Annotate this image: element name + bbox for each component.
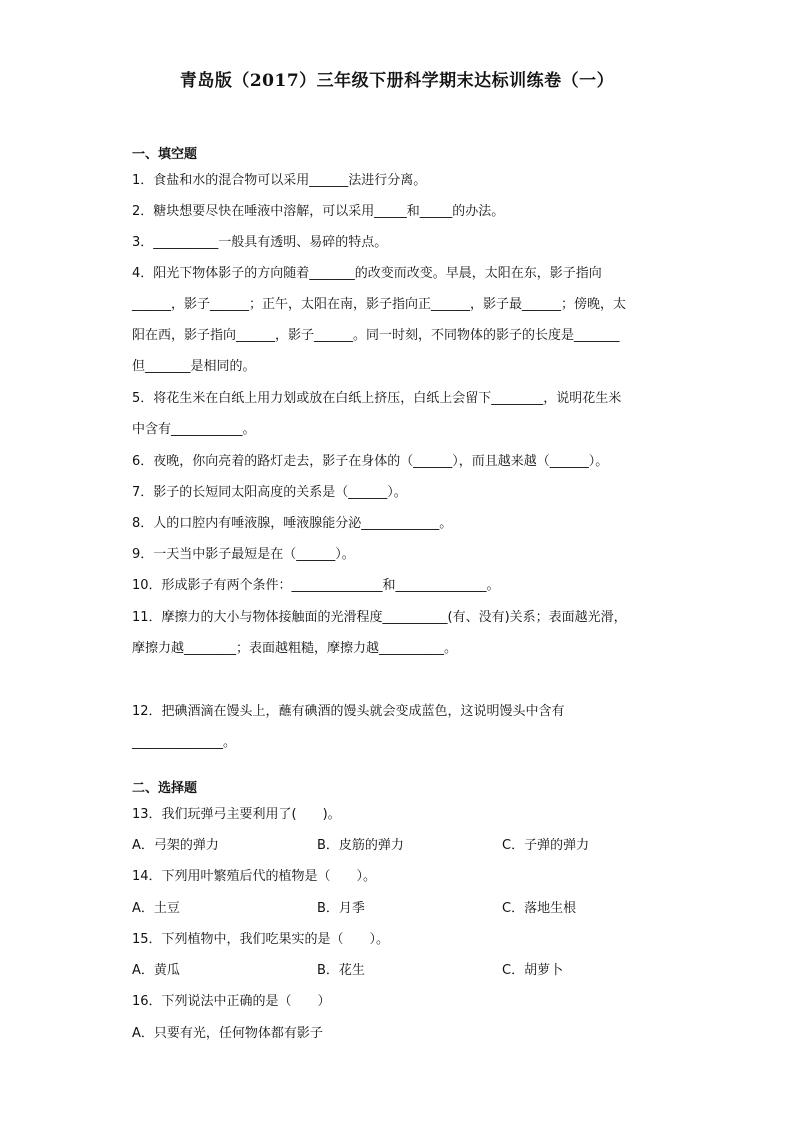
question-4-line-1: 4．阳光下物体影子的方向随着_______的改变而改变。早晨，太阳在东，影子指向 xyxy=(132,266,602,281)
question-11-line-2: 摩擦力越________；表面越粗糙，摩擦力越__________。 xyxy=(132,641,458,656)
question-15: 15．下列植物中，我们吃果实的是（ ）。 xyxy=(132,932,390,947)
question-14-option-c: C．落地生根 xyxy=(502,901,577,916)
question-4-line-4: 但_______是相同的。 xyxy=(132,359,256,374)
question-14-option-a: A．土豆 xyxy=(132,901,180,916)
question-13-option-a: A．弓架的弹力 xyxy=(132,838,219,853)
question-13: 13．我们玩弹弓主要利用了( )。 xyxy=(132,807,341,822)
question-9: 9．一天当中影子最短是在（______）。 xyxy=(132,547,355,562)
question-8: 8．人的口腔内有唾液腺，唾液腺能分泌____________。 xyxy=(132,516,453,531)
question-12-line-2: ______________。 xyxy=(132,735,237,750)
question-15-option-c: C．胡萝卜 xyxy=(502,963,564,978)
question-5-line-2: 中含有___________。 xyxy=(132,422,256,437)
question-1: 1．食盐和水的混合物可以采用______法进行分离。 xyxy=(132,173,427,188)
question-7: 7．影子的长短同太阳高度的关系是（______）。 xyxy=(132,485,407,500)
question-4-line-3: 阳在西，影子指向______，影子______。同一时刻，不同物体的影子的长度是_______ xyxy=(132,328,620,343)
question-15-option-a: A．黄瓜 xyxy=(132,963,180,978)
question-2: 2．糖块想要尽快在唾液中溶解，可以采用_____和_____的办法。 xyxy=(132,204,505,219)
question-12-line-1: 12．把碘酒滴在馒头上，蘸有碘酒的馒头就会变成蓝色，这说明馒头中含有 xyxy=(132,704,565,719)
question-4-line-2: ______，影子______；正午，太阳在南，影子指向正______，影子最______；傍晚，太 xyxy=(132,297,627,312)
question-16-option-a: A．只要有光，任何物体都有影子 xyxy=(132,1026,323,1041)
question-14: 14．下列用叶繁殖后代的植物是（ ）。 xyxy=(132,869,377,884)
question-3: 3．__________一般具有透明、易碎的特点。 xyxy=(132,235,388,250)
question-6: 6．夜晚，你向亮着的路灯走去，影子在身体的（______），而且越来越（______）。 xyxy=(132,454,609,469)
page-title: 青岛版（2017）三年级下册科学期末达标训练卷（一） xyxy=(179,71,615,91)
section-fill-in: 一、填空题 xyxy=(132,147,198,162)
question-16: 16．下列说法中正确的是（ ） xyxy=(132,994,331,1009)
question-15-option-b: B．花生 xyxy=(317,963,365,978)
question-13-option-c: C．子弹的弹力 xyxy=(502,838,590,853)
section-multiple-choice: 二、选择题 xyxy=(132,781,198,796)
question-10: 10．形成影子有两个条件：______________和______________。 xyxy=(132,578,500,593)
question-13-option-b: B．皮筋的弹力 xyxy=(317,838,404,853)
question-11-line-1: 11．摩擦力的大小与物体接触面的光滑程度__________(有、没有)关系；表面越光滑， xyxy=(132,610,627,625)
question-5-line-1: 5．将花生米在白纸上用力划或放在白纸上挤压，白纸上会留下________，说明花生米 xyxy=(132,391,622,406)
question-14-option-b: B．月季 xyxy=(317,901,365,916)
